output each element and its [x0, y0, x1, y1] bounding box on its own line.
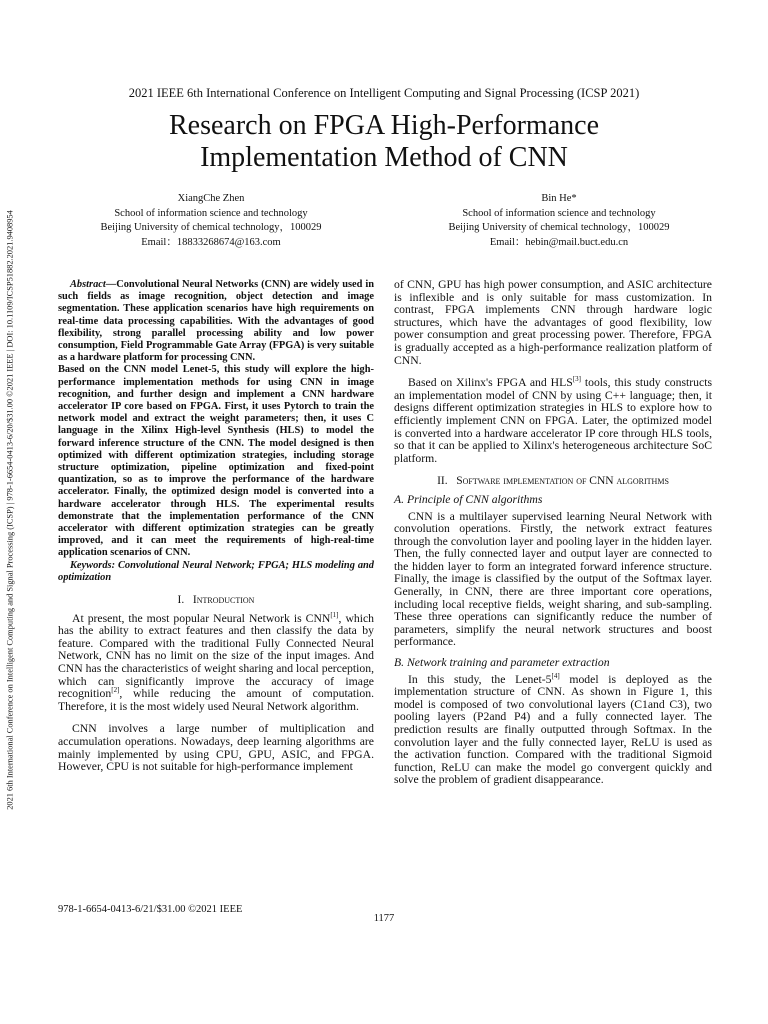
keywords-text: Convolutional Neural Network; FPGA; HLS modeling and optimization [58, 559, 374, 583]
section2-paragraph-a: CNN is a multilayer supervised learning Neural Network with convolution operations. Firstly, the network extract features through the convolution layer and pooling layer in the hidden layer. Then, the fully connected layer and output layer are connected to the hidden layer to form an integrated forward inference structure. Finally, the image is classified by the output of the Softmax layer. Generally, in CNN, there are three important core operations, including local receptive fields, weight sharing, and sub-sampling. These three operations can significantly reduce the number of parameters, simplify the neural network structures and boost performance. [394, 509, 712, 649]
side-doi-note [4, 160, 16, 860]
section-title: Software implementation of CNN algorithms [456, 475, 669, 488]
conference-header: 2021 IEEE 6th International Conference on Intelligent Computing and Signal Processing (ICSP 2021) [128, 86, 640, 100]
author-school: School of information science and technology [462, 207, 656, 219]
text-run: , which has the ability to extract features and then classify the data by feature. Compared with the traditional Fully Connected Neural Network, CNN has no limit on the size of the input images. And CNN has the characteristics of weight sharing and local perception, which can significantly improve the accuracy of image recognition [58, 611, 375, 701]
section-heading-introduction [58, 594, 374, 607]
subsection-heading-b: B. Network training and parameter extraction [394, 656, 610, 670]
text-run: model is deployed as the implementation structure of CNN. As shown in Figure 1, this model is composed of two convolutional layers (C1and C3), two pooling layers (P2and P4) and a fully connected layer. The prediction results are finally outputted through Softmax. In the convolution layer and the fully connected layer, ReLU is used as the activation function. Compared with the traditional Sigmoid function, ReLU can make the model go convergent quickly and solve the problem of gradient disappearance. [394, 672, 712, 787]
intro-paragraph-2: CNN involves a large number of multiplication and accumulation operations. Nowadays, deep learning algorithms are mainly implemented by using CPU, GPU, ASIC, and FPGA. However, CPU is not suitable for high-performance implement [58, 722, 374, 774]
keywords [58, 560, 374, 584]
author-block-2 [394, 192, 724, 250]
section-number: II. [437, 475, 448, 488]
intro-paragraph-1 [58, 610, 375, 714]
title-line-2: Implementation Method of CNN [200, 142, 568, 173]
right-column [394, 279, 712, 787]
abstract-dash: — [105, 279, 117, 290]
citation-ref: [3] [572, 375, 581, 384]
text-run: , while reducing the amount of computation. Therefore, it is the most widely used Neural Network algorithm. [58, 687, 374, 713]
author-email: Email：hebin@mail.buct.edu.cn [489, 236, 629, 248]
page-number: 1177 [373, 913, 395, 924]
abstract-text-2: Based on the CNN model Lenet-5, this study will explore the high-performance implementation methods for using CNN in image recognition, and further design and implement a CNN hardware accelerator IP core based on FPGA. First, it uses Pytorch to train the network model and extract the weight parameters; then, it uses C language in the Xilinx High-level Synthesis (HLS) to model the forward inference structure of the CNN. The model designed is then optimized with different optimization strategies, including storage structure optimization, pipeline optimization and fixed-point quantization, so as to improve the performance of the hardware accelerator. Finally, the optimized design model is converted into a hardware accelerator through HLS. The experimental results demonstrate that the implementation performance of the CNN accelerator with different optimization strategies can be greatly improved, and it can meet the requirements of high-real-time application scenarios of CNN. [58, 364, 374, 559]
author-university: Beijing University of chemical technology，100029 [448, 222, 670, 233]
section-heading-software [394, 475, 712, 488]
citation-ref: [2] [111, 686, 120, 695]
text-run: In this study, the Lenet-5 [408, 672, 552, 686]
section-title: Introduction [192, 594, 255, 607]
paper-title [84, 110, 684, 174]
text-run: Based on Xilinx's FPGA and HLS [408, 376, 573, 390]
author-university: Beijing University of chemical technology，100029 [100, 222, 322, 233]
intro-paragraph-3: of CNN, GPU has high power consumption, and ASIC architecture is inflexible and is only suitable for mass customization. In contrast, FPGA implements CNN through hardware logic structures, which have the advantages of good flexibility, low power consumption and great processing power. Therefore, FPGA is gradually accepted as a high-performance realization platform of CNN. [394, 278, 712, 367]
footer-isbn: 978-1-6654-0413-6/21/$31.00 ©2021 IEEE [58, 904, 243, 915]
text-run: tools, this study constructs an implementation model of CNN by using C++ language; then, it designs different optimization strategies in HLS to explore how to efficiently implement CNN on FPGA. Later, the optimized model is converted into a hardware accelerator IP core through HLS tools, so that it can be applied to Xilinx's heterogeneous architecture SoC platform. [394, 376, 712, 465]
intro-paragraph-4 [394, 377, 712, 465]
left-column [58, 279, 374, 774]
author-name: XiangChe Zhen [177, 193, 245, 204]
abstract-lead: Abstract [70, 279, 106, 290]
section-number: I. [177, 594, 185, 607]
author-email: Email：18833268674@163.com [141, 236, 281, 248]
citation-ref: [4] [551, 671, 560, 680]
side-doi-text: 2021 6th International Conference on Intelligent Computing and Signal Processing (ICSP) | 978-1-6654-0413-6/20/$31.00 ©2021 IEEE | DOI: 10.1109/ICSP51882.2021.9408954 [5, 210, 15, 810]
author-name: Bin He* [541, 193, 577, 204]
citation-ref: [1] [330, 610, 339, 619]
keywords-lead: Keywords: [70, 559, 116, 571]
subsection-heading-a: A. Principle of CNN algorithms [394, 492, 543, 506]
section2-paragraph-b [394, 671, 712, 787]
abstract-paragraph [58, 279, 374, 364]
text-run: At present, the most popular Neural Network is CNN [72, 611, 331, 625]
abstract-text-1: Convolutional Neural Networks (CNN) are widely used in such fields as image recognition, object detection and image segmentation. These application scenarios have high requirements on real-time data processing capabilities. With the advantages of good flexibility, strong parallel processing ability and low power consumption, Field Programmable Gate Array (FPGA) is very suitable as a hardware platform for processing CNN. [58, 279, 374, 364]
title-line-1: Research on FPGA High-Performance [168, 110, 599, 141]
author-school: School of information science and technology [114, 207, 308, 219]
author-block-1 [46, 192, 376, 250]
